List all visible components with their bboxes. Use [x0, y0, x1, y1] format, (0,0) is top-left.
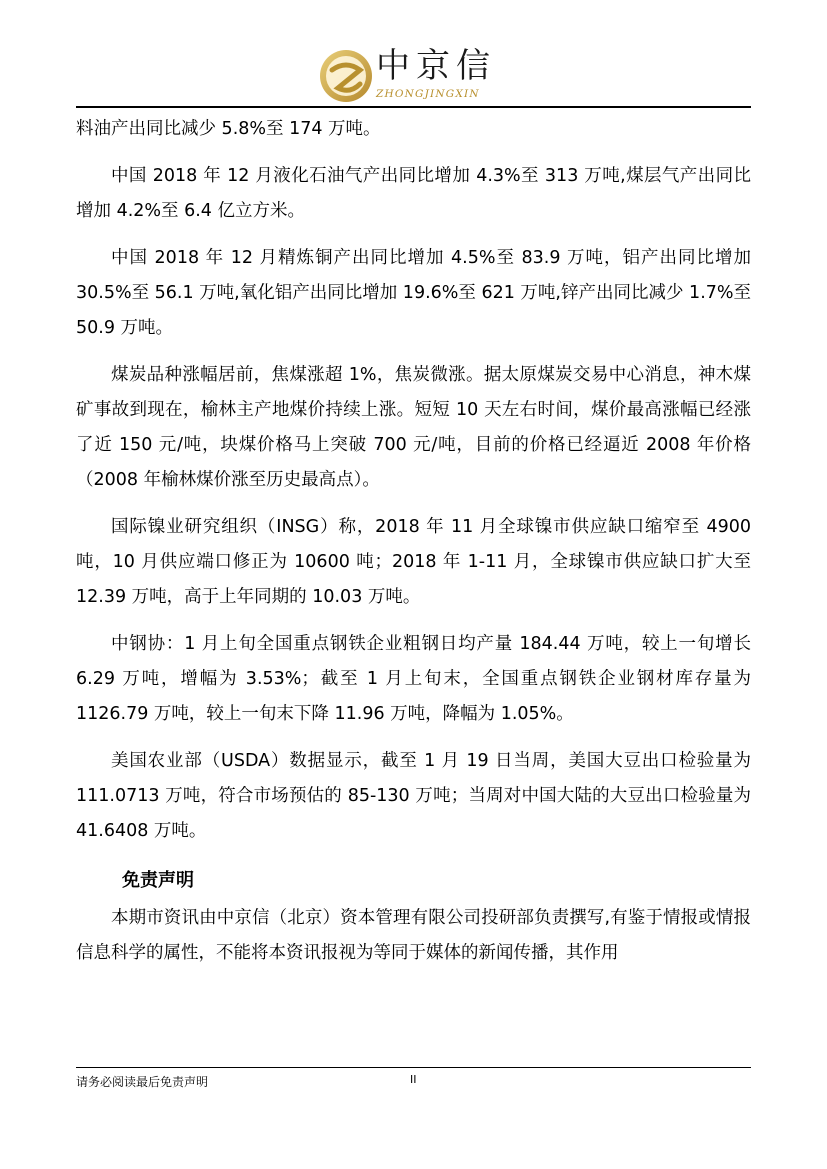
- brand-name-cn: 中京信: [376, 46, 496, 86]
- page-header: [0, 0, 827, 112]
- paragraph: 中国 2018 年 12 月液化石油气产出同比增加 4.3%至 313 万吨,煤层气产出同比增加 4.2%至 6.4 亿立方米。: [76, 166, 751, 221]
- paragraph: 美国农业部（USDA）数据显示，截至 1 月 19 日当周，美国大豆出口检验量为 111.0713 万吨，符合市场预估的 85-130 万吨；当周对中国大陆的大豆出口检验量为 41.6408 万吨。: [76, 751, 751, 841]
- paragraph: 煤炭品种涨幅居前，焦煤涨超 1%，焦炭微涨。据太原煤炭交易中心消息，神木煤矿事故到现在，榆林主产地煤价持续上涨。短短 10 天左右时间，煤价最高涨幅已经涨了近 150 元/吨，块煤价格马上突破 700 元/吨，目前的价格已经逼近 2008 年价格（2008 年榆林煤价涨至历史最高点）。: [76, 365, 751, 490]
- footer-note: 请务必阅读最后免责声明: [76, 1075, 209, 1089]
- paragraph: 中钢协：1 月上旬全国重点钢铁企业粗钢日均产量 184.44 万吨，较上一旬增长 6.29 万吨，增幅为 3.53%；截至 1 月上旬末，全国重点钢铁企业钢材库存量为 1126.79 万吨，较上一旬末下降 11.96 万吨，降幅为 1.05%。: [76, 634, 751, 724]
- disclaimer-heading: 免责声明: [122, 870, 194, 891]
- disclaimer-text: 本期市资讯由中京信（北京）资本管理有限公司投研部负责撰写,有鉴于情报或情报信息科学的属性，不能将本资讯报视为等同于媒体的新闻传播，其作用: [76, 908, 751, 963]
- brand-logo: [318, 44, 518, 106]
- document-body: [76, 112, 751, 971]
- brand-name-en: ZHONGJINGXIN: [376, 88, 480, 100]
- paragraph: 料油产出同比减少 5.8%至 174 万吨。: [76, 119, 381, 139]
- page-number: II: [410, 1073, 417, 1086]
- zhongjingxin-logo-icon: [318, 48, 374, 104]
- paragraph: 中国 2018 年 12 月精炼铜产出同比增加 4.5%至 83.9 万吨，铝产出同比增加 30.5%至 56.1 万吨,氧化铝产出同比增加 19.6%至 621 万吨,锌产出同比减少 1.7%至 50.9 万吨。: [76, 248, 752, 338]
- footer-divider: [76, 1067, 751, 1068]
- paragraph: 国际镍业研究组织（INSG）称，2018 年 11 月全球镍市供应缺口缩窄至 4900 吨，10 月供应端口修正为 10600 吨；2018 年 1-11 月，全球镍市供应缺口扩大至 12.39 万吨，高于上年同期的 10.03 万吨。: [76, 517, 751, 607]
- header-divider: [76, 106, 751, 108]
